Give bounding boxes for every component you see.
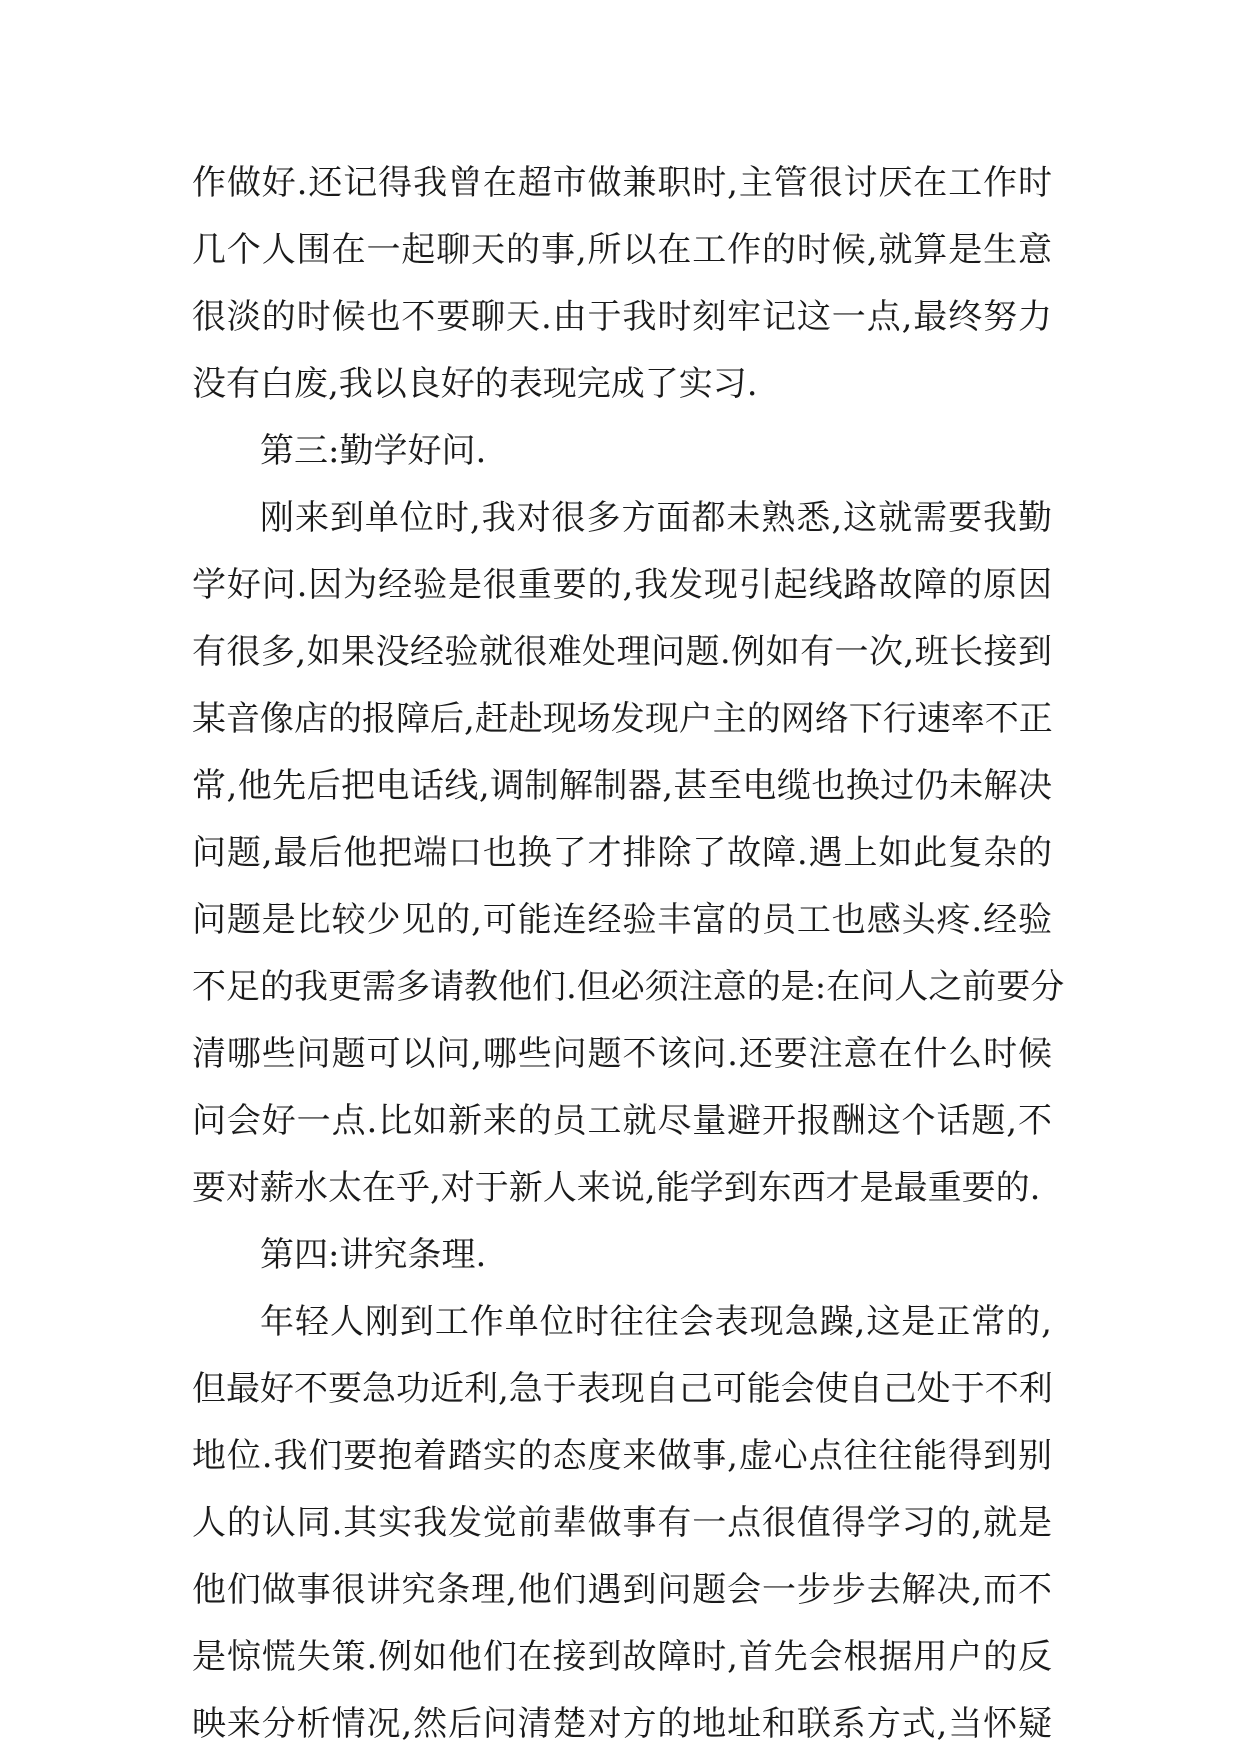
text-line: 学好问.因为经验是很重要的,我发现引起线路故障的原因 bbox=[192, 565, 1052, 605]
text-line: 要对薪水太在乎,对于新人来说,能学到东西才是最重要的. bbox=[192, 1168, 1041, 1208]
text-line: 没有白废,我以良好的表现完成了实习. bbox=[192, 364, 758, 404]
text-line: 地位.我们要抱着踏实的态度来做事,虚心点往往能得到别 bbox=[192, 1436, 1052, 1476]
text-line: 清哪些问题可以问,哪些问题不该问.还要注意在什么时候 bbox=[192, 1034, 1052, 1074]
text-line: 常,他先后把电话线,调制解制器,甚至电缆也换过仍未解决 bbox=[192, 766, 1052, 806]
section-heading: 第三:勤学好问. bbox=[260, 431, 487, 471]
text-line: 问题,最后他把端口也换了才排除了故障.遇上如此复杂的 bbox=[192, 833, 1052, 873]
text-line: 问会好一点.比如新来的员工就尽量避开报酬这个话题,不 bbox=[192, 1101, 1052, 1141]
text-line: 他们做事很讲究条理,他们遇到问题会一步步去解决,而不 bbox=[192, 1570, 1052, 1610]
text-line: 作做好.还记得我曾在超市做兼职时,主管很讨厌在工作时 bbox=[192, 163, 1052, 203]
text-line: 不足的我更需多请教他们.但必须注意的是:在问人之前要分 bbox=[192, 967, 1065, 1007]
text-line: 几个人围在一起聊天的事,所以在工作的时候,就算是生意 bbox=[192, 230, 1052, 270]
text-line: 问题是比较少见的,可能连经验丰富的员工也感头疼.经验 bbox=[192, 900, 1052, 940]
text-line: 是惊慌失策.例如他们在接到故障时,首先会根据用户的反 bbox=[192, 1637, 1052, 1677]
text-line: 但最好不要急功近利,急于表现自己可能会使自己处于不利 bbox=[192, 1369, 1053, 1409]
text-line: 年轻人刚到工作单位时往往会表现急躁,这是正常的, bbox=[260, 1302, 1052, 1342]
text-line: 刚来到单位时,我对很多方面都未熟悉,这就需要我勤 bbox=[260, 498, 1052, 538]
body-text bbox=[192, 150, 1065, 1758]
text-line: 有很多,如果没经验就很难处理问题.例如有一次,班长接到 bbox=[192, 632, 1052, 672]
section-heading: 第四:讲究条理. bbox=[260, 1235, 487, 1275]
text-line: 人的认同.其实我发觉前辈做事有一点很值得学习的,就是 bbox=[192, 1503, 1052, 1543]
text-line: 映来分析情况,然后问清楚对方的地址和联系方式,当怀疑 bbox=[192, 1704, 1052, 1744]
text-line: 某音像店的报障后,赶赴现场发现户主的网络下行速率不正 bbox=[192, 699, 1053, 739]
text-line: 很淡的时候也不要聊天.由于我时刻牢记这一点,最终努力 bbox=[192, 297, 1052, 337]
